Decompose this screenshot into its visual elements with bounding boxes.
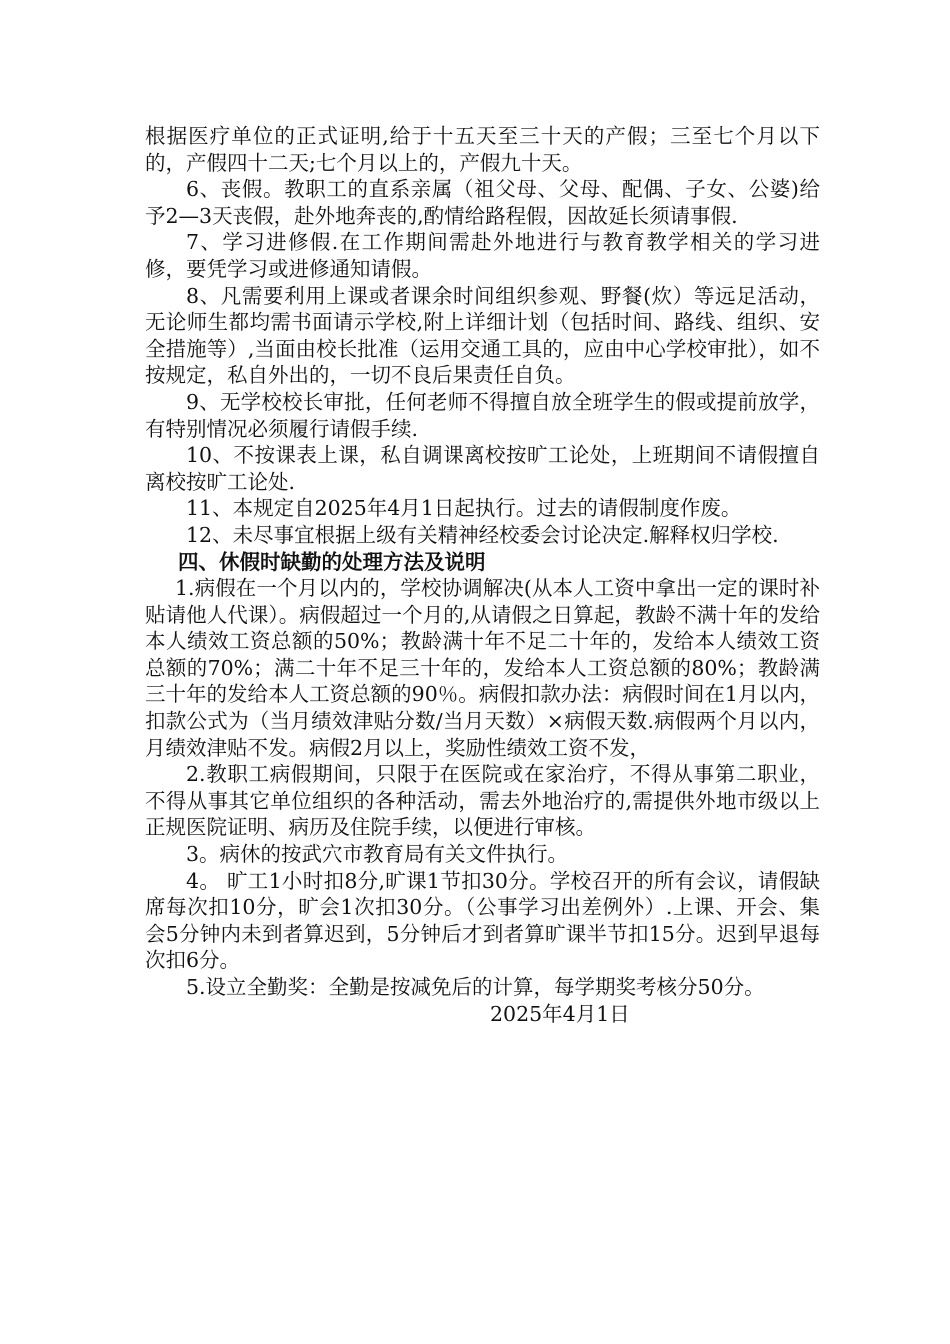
- paragraph-bereavement-leave: 6、丧假。教职工的直系亲属（祖父母、父母、配偶、子女、公婆)给予2—3天丧假，赴外地奔丧的,酌情给路程假，因故延长须请事假.: [145, 177, 820, 228]
- paragraph-maternity-continued: 根据医疗单位的正式证明,给于十五天至三十天的产假；三至七个月以下的，产假四十二天;七个月以上的，产假九十天。: [145, 124, 820, 175]
- section-heading: 四、休假时缺勤的处理方法及说明: [178, 549, 486, 574]
- paragraph-principal-approval: 9、无学校校长审批，任何老师不得擅自放全班学生的假或提前放学，有特别情况必须履行请假手续.: [145, 389, 820, 441]
- paragraph-absenteeism: 10、不按课表上课，私自调课离校按旷工论处，上班期间不请假擅自离校按旷工论处.: [145, 443, 820, 494]
- paragraph-outing-activities: 8、凡需要利用上课或者课余时间组织参观、野餐(炊）等远足活动，无论师生都均需书面请示学校,附上详细计划（包括时间、路线、组织、安全措施等）,当面由校长批准（运用交通工具的，应由中心学校审批），如不按规定，私自外出的，一切不良后果责任自负。: [145, 283, 820, 388]
- section-item-rest: 3。病休的按武穴市教育局有关文件执行。: [186, 842, 569, 867]
- paragraph-study-leave: 7、学习进修假.在工作期间需赴外地进行与教育教学相关的学习进修，要凭学习或进修通知请假。: [145, 230, 820, 281]
- section-item-treatment: 2.教职工病假期间，只限于在医院或在家治疗，不得从事第二职业，不得从事其它单位组织的各种活动，需去外地治疗的,需提供外地市级以上正规医院证明、病历及住院手续，以便进行审核。: [145, 762, 820, 840]
- section-item-attendance-award: 5.设立全勤奖：全勤是按减免后的计算，每学期奖考核分50分。: [186, 975, 765, 999]
- section-item-deductions: 4。 旷工1小时扣8分,旷课1节扣30分。学校召开的所有会议，请假缺席每次扣10分，旷会1次扣30分。（公事学习出差例外）.上课、开会、集会5分钟内未到者算迟到，5分钟后才到者算旷课半节扣15分。迟到早退每次扣6分。: [145, 868, 820, 973]
- section-item-sick-leave: 1.病假在一个月以内的，学校协调解决(从本人工资中拿出一定的课时补贴请他人代课）。病假超过一个月的,从请假之日算起，教龄不满十年的发给本人绩效工资总额的50%；教龄满十年不足二十年的，发给本人绩效工资总额的70%；满二十年不足三十年的，发给本人工资总额的80%；教龄满三十年的发给本人工资总额的90％。病假扣款办法：病假时间在1月以内，扣款公式为（当月绩效津贴分数/当月天数）×病假天数.病假两个月以内，月绩效津贴不发。病假2月以上，奖励性绩效工资不发，: [145, 576, 820, 760]
- document-date: 2025年4月1日: [490, 1001, 630, 1026]
- paragraph-interpretation: 12、未尽事宜根据上级有关精神经校委会讨论决定.解释权归学校.: [186, 522, 779, 547]
- paragraph-effective-date: 11、本规定自2025年4月1日起执行。过去的请假制度作废。: [186, 496, 742, 521]
- document-body: [145, 123, 820, 1027]
